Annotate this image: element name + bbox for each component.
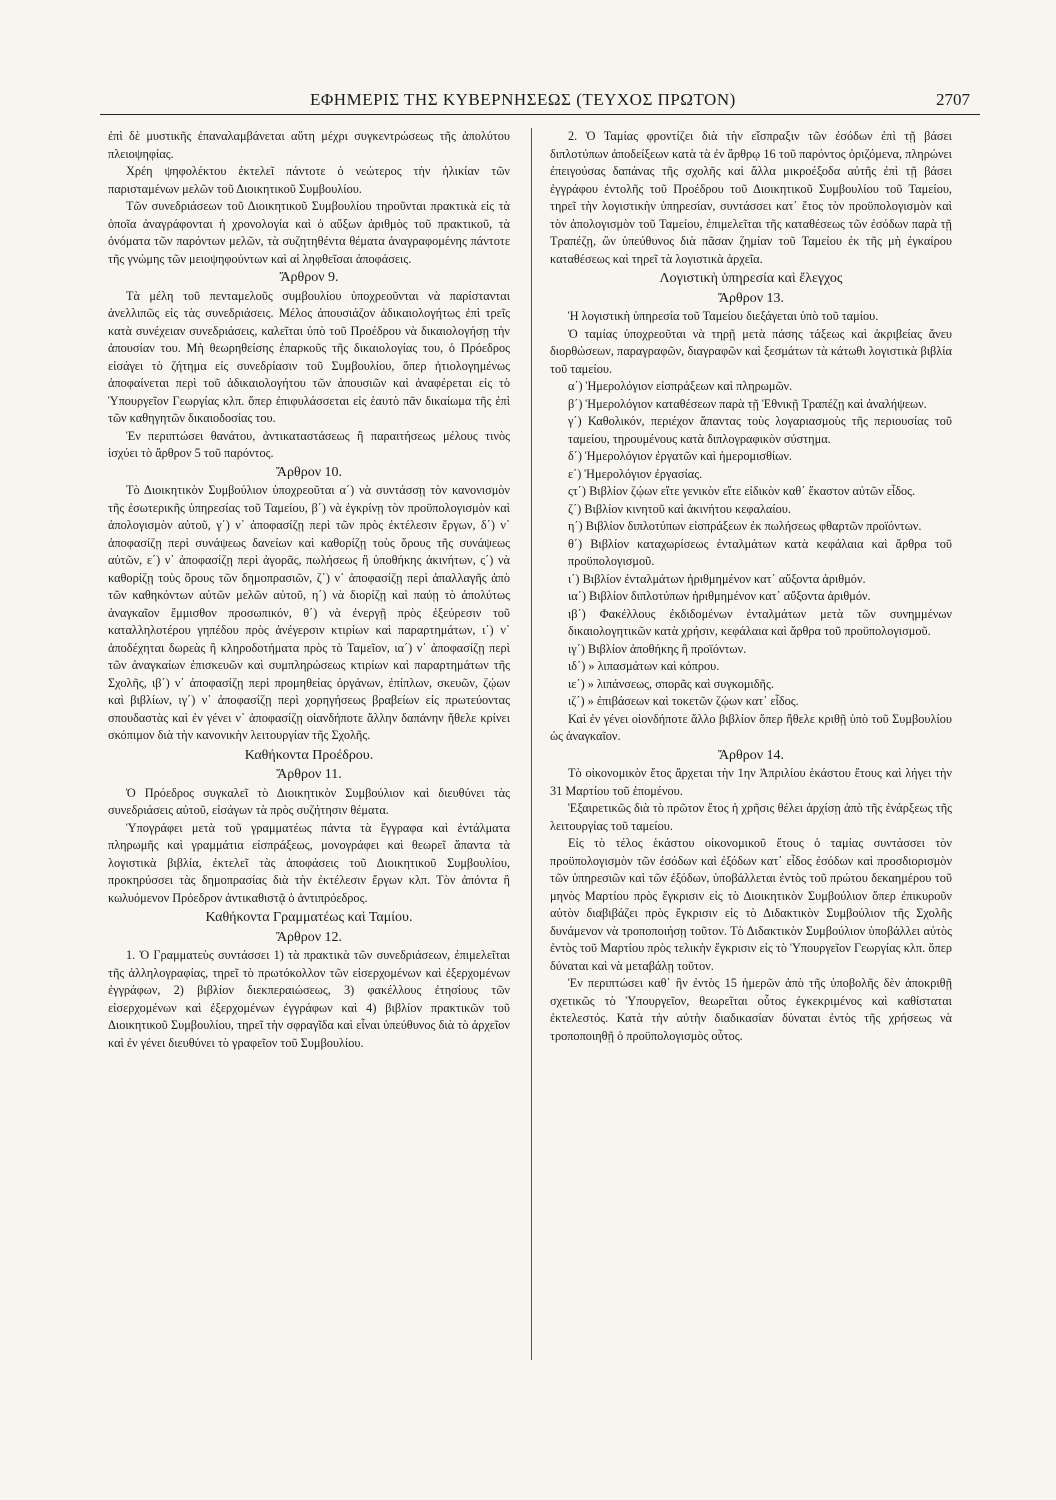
paragraph: Τὸ οἰκονομικὸν ἔτος ἄρχεται τὴν 1ην Ἀπριλίου ἑκάστου ἔτους καὶ λήγει τὴν 31 Μαρτίου τοῦ ἑπομένου. <box>550 766 952 798</box>
list-item: δ΄) Ἡμερολόγιον ἐργατῶν καὶ ἡμερομισθίων. <box>568 449 792 463</box>
list-item: θ΄) Βιβλίον καταχωρίσεως ἐνταλμάτων κατὰ κεφάλαια καὶ ἄρθρα τοῦ προϋπολογισμοῦ. <box>568 536 952 568</box>
paragraph: Ἐν περιπτώσει καθ᾽ ἣν ἐντὸς 15 ἡμερῶν ἀπὸ τῆς ὑποβολῆς δὲν ἀποκριθῇ σχετικῶς τὸ Ὑπουργεῖον, θεωρεῖται οὗτος ἐγκεκριμένος καὶ καθίσταται ἐκτελεστός. Κατὰ τὴν αὐτὴν διαδικασίαν δύναται ἐντὸς τῆς χρήσεως νὰ τροποποιηθῇ ὁ προϋπολογισμὸς οὗτος. <box>550 976 952 1043</box>
page-number: 2707 <box>936 90 970 109</box>
list-item: η΄) Βιβλίον διπλοτύπων εἰσπράξεων ἐκ πωλήσεως φθαρτῶν προϊόντων. <box>568 519 922 533</box>
list-item: γ΄) Καθολικόν, περιέχον ἅπαντας τοὺς λογαριασμοὺς τῆς περιουσίας τοῦ ταμείου, τηρουμένους κατὰ διπλογραφικὸν σύστημα. <box>568 414 952 446</box>
article-heading-12: Ἄρθρον 12. <box>275 929 343 945</box>
header-rule <box>100 114 980 115</box>
list-item: ιβ΄) Φακέλλους ἐκδιδομένων ἐνταλμάτων μετὰ τῶν συνημμένων δικαιολογητικῶν κατὰ χρήσιν, κεφάλαια καὶ ἄρθρα τοῦ προϋπολογισμοῦ. <box>568 606 952 638</box>
list-item: ι΄) Βιβλίον ἐνταλμάτων ἠριθμημένον κατ᾽ αὔξοντα ἀριθμόν. <box>568 571 866 586</box>
list-item: ςτ΄) Βιβλίον ζῴων εἴτε γενικὸν εἴτε εἰδικὸν καθ᾽ ἕκαστον αὐτῶν εἶδος. <box>568 484 916 498</box>
paragraph: Ἡ λογιστικὴ ὑπηρεσία τοῦ Ταμείου διεξάγεται ὑπὸ τοῦ ταμίου. <box>568 309 879 323</box>
article-heading-10: Ἄρθρον 10. <box>275 464 343 480</box>
paragraph: Εἰς τὸ τέλος ἑκάστου οἰκονομικοῦ ἔτους ὁ ταμίας συντάσσει τὸν προϋπολογισμὸν τῶν ἐσόδων καὶ ἐξόδων κατ᾽ εἶδος ἐσόδων καὶ προσδιορισμὸν τῶν ὑπηρεσιῶν καὶ τῶν ἐξόδων, ὑποβάλλεται ἐντὸς τοῦ πρώτου δεκαημέρου τοῦ μηνὸς Μαρτίου πρὸς ἔγκρισιν εἰς τὸ Διοικητικὸν Συμβούλιον ὅπερ ἐπικυροῦν αὐτὸν διαβιβάζει πρὸς ἔγκρισιν εἰς τὸ Διδακτικὸν Συμβούλιον τῆς Σχολῆς δυνάμενον νὰ τροποποιήσῃ τοῦτον. Τὸ Διδακτικὸν Συμβούλιον ὑποβάλλει αὐτὸς ἐντὸς τοῦ Μαρτίου πρὸς τελικὴν ἔγκρισιν εἰς τὸ Ὑπουργεῖον Γεωργίας κλπ. ὅπερ δύναται καὶ νὰ μεταβάλῃ τοῦτον. <box>550 836 952 973</box>
article-heading-9: Ἄρθρον 9. <box>279 270 339 285</box>
article-heading-13: Ἄρθρον 13. <box>717 290 785 306</box>
right-column <box>550 128 952 1045</box>
list-item: ια΄) Βιβλίον διπλοτύπων ἠριθμημένον κατ᾽ αὔξοντα ἀριθμόν. <box>568 589 871 603</box>
list-item: ιζ΄) » ἐπιβάσεων καὶ τοκετῶν ζῴων κατ᾽ εἶδος. <box>568 694 799 708</box>
header-title: ΕΦΗΜΕΡΙΣ ΤΗΣ ΚΥΒΕΡΝΗΣΕΩΣ (ΤΕΥΧΟΣ ΠΡΩΤΟΝ) <box>310 90 736 109</box>
section-heading-president: Καθήκοντα Προέδρου. <box>244 747 374 763</box>
list-item: ιγ΄) Βιβλίον ἀποθήκης ἢ προϊόντων. <box>568 641 747 656</box>
paragraph: Τῶν συνεδριάσεων τοῦ Διοικητικοῦ Συμβουλίου τηροῦνται πρακτικὰ εἰς τὰ ὁποῖα ἀναγράφονται ἡ χρονολογία καὶ ὁ αὔξων ἀριθμὸς τοῦ πρακτικοῦ, τὰ ὀνόματα τῶν παρόντων μελῶν, τὰ συζητηθέντα θέματα ἀναγραφομένης πάντοτε τῆς γνώμης τῶν μειοψηφούντων καὶ αἱ ληφθεῖσαι ἀποφάσεις. <box>108 199 510 266</box>
list-item: ιε΄) » λιπάνσεως, σπορᾶς καὶ συγκομιδῆς. <box>568 676 774 691</box>
paragraph: ἐπὶ δὲ μυστικῆς ἐπαναλαμβάνεται αὕτη μέχρι συγκεντρώσεως τῆς ἀπολύτου πλειοψηφίας. <box>108 129 510 161</box>
paragraph: Ὁ ταμίας ὑποχρεοῦται νὰ τηρῇ μετὰ πάσης τάξεως καὶ ἀκριβείας ἄνευ διορθώσεων, παραγραφῶν, διαγραφῶν καὶ ξεσμάτων τὰ κάτωθι λογιστικὰ βιβλία τοῦ ταμείου. <box>550 326 952 376</box>
paragraph: Ὁ Πρόεδρος συγκαλεῖ τὸ Διοικητικὸν Συμβούλιον καὶ διευθύνει τὰς συνεδριάσεις αὐτοῦ, εἰσάγων τὰ πρὸς συζήτησιν θέματα. <box>108 785 510 817</box>
list-item: α΄) Ἡμερολόγιον εἰσπράξεων καὶ πληρωμῶν. <box>568 379 793 393</box>
list-item: ε΄) Ἡμερολόγιον ἐργασίας. <box>568 466 703 481</box>
paragraph: Ἐν περιπτώσει θανάτου, ἀντικαταστάσεως ἢ παραιτήσεως μέλους τινὸς ἰσχύει τὸ ἄρθρον 5 τοῦ παρόντος. <box>108 428 510 460</box>
page-header <box>100 84 980 116</box>
paragraph: Ὑπογράφει μετὰ τοῦ γραμματέως πάντα τὰ ἔγγραφα καὶ ἐντάλματα πληρωμῆς καὶ γραμμάτια εἰσπράξεως, μονογράφει καὶ θεωρεῖ ἅπαντα τὰ λογιστικὰ βιβλία, ἐκτελεῖ τὰς ἀποφάσεις τοῦ Διοικητικοῦ Συμβουλίου, προκηρύσσει τὰς δημοπρασίας διὰ τὴν ἐκτέλεσιν ἔργων κλπ. Τὸν ἀπόντα ἢ κωλυόμενον Πρόεδρον ἀντικαθιστᾷ ὁ ἀντιπρόεδρος. <box>108 820 510 905</box>
list-item: ζ΄) Βιβλίον κινητοῦ καὶ ἀκινήτου κεφαλαίου. <box>568 501 791 516</box>
left-column <box>108 128 510 1052</box>
article-heading-11: Ἄρθρον 11. <box>276 767 342 782</box>
paragraph: Τὸ Διοικητικὸν Συμβούλιον ὑποχρεοῦται α΄) νὰ συντάσσῃ τὸν κανονισμὸν τῆς ἐσωτερικῆς ὑπηρεσίας τοῦ Ταμείου, β΄) νὰ ἐγκρίνῃ τὸν προϋπολογισμὸν καὶ ἀπολογισμὸν αὐτοῦ, γ΄) ν᾽ ἀποφασίζῃ περὶ τῶν πρὸς ἐκτέλεσιν ἔργων, δ΄) ν᾽ ἀποφασίζῃ περὶ συνάψεως δανείων καὶ καθορίζῃ τοὺς ὅρους τῆς συνάψεως αὐτῶν, ε΄) ν᾽ ἀποφασίζῃ περὶ ἀγορᾶς, πωλήσεως ἢ ὑποθήκης ἀκινήτων, ς΄) νὰ καθορίζῃ τοὺς ὅρους τῶν δημοπρασιῶν, ζ΄) ν᾽ ἀποφασίζῃ περὶ ἀπαλλαγῆς ἀπὸ τῶν καθηκόντων αὐτῶν μελῶν αὐτοῦ, η΄) νὰ διορίζῃ καὶ παύῃ τὸ ἀπολύτως ἀναγκαῖον ἔμμισθον προσωπικόν, θ΄) νὰ ἐνεργῇ πρὸς ἐξεύρεσιν τοῦ καταλληλοτέρου γηπέδου πρὸς ἀνέγερσιν κτιρίων καὶ παραρτημάτων, ι΄) ν᾽ ἀποδέχηται δωρεὰς ἢ κληροδοτήματα πρὸς τὸ Ταμεῖον, ια΄) ν᾽ ἀποφασίζῃ περὶ τῶν ἀναγκαίων ἐπισκευῶν καὶ συμπληρώσεως κτιρίων καὶ παραρτημάτων τῆς Σχολῆς, ιβ΄) ν᾽ ἀποφασίζῃ περὶ προμηθείας ὀργάνων, ἐπίπλων, σκευῶν, ζῴων καὶ βιβλίων, ιγ΄) ν᾽ ἀποφασίζῃ περὶ χορηγήσεως βραβείων εἰς πρωτεύοντας σπουδαστὰς καὶ ἐν γένει ν᾽ ἀποφασίζῃ οἱανδήποτε ἄλλην δαπάνην ἤθελε κρίνει σκόπιμον διὰ τὴν κανονικὴν λειτουργίαν τῆς Σχολῆς. <box>108 483 510 742</box>
paragraph: Καὶ ἐν γένει οἱονδήποτε ἄλλο βιβλίον ὅπερ ἤθελε κριθῇ ὑπὸ τοῦ Συμβουλίου ὡς ἀναγκαῖον. <box>550 711 952 743</box>
paragraph: 1. Ὁ Γραμματεὺς συντάσσει 1) τὰ πρακτικὰ τῶν συνεδριάσεων, ἐπιμελεῖται τῆς ἀλληλογραφίας, τηρεῖ τὸ πρωτόκολλον τῶν εἰσερχομένων καὶ ἐξερχομένων ἐγγράφων, 2) βιβλίον διεκπεραιώσεως, 3) φακέλλους ἐτησίους τῶν εἰσερχομένων καὶ ἐξερχομένων ἐγγράφων καὶ 4) βιβλίον πρακτικῶν τοῦ Διοικητικοῦ Συμβουλίου, τηρεῖ τὴν σφραγῖδα καὶ εἶναι ὑπεύθυνος διὰ τὸ ἀρχεῖον καὶ ἐν γένει διευθύνει τὸ γραφεῖον τοῦ Συμβουλίου. <box>108 948 510 1050</box>
column-divider <box>531 128 532 1360</box>
paragraph: Τὰ μέλη τοῦ πενταμελοῦς συμβουλίου ὑποχρεοῦνται νὰ παρίστανται ἀνελλιπῶς εἰς τὰς συνεδριάσεις. Μέλος ἀπουσιάζον ἀδικαιολογήτως ἐπὶ τρεῖς κατὰ συνέχειαν συνεδριάσεις, καλεῖται ὑπὸ τοῦ Προέδρου νὰ δικαιολογήσῃ τὴν ἀπουσίαν του. Μὴ θεωρηθείσης ἐπαρκοῦς τῆς δικαιολογίας του, ὁ Πρόεδρος εἰσάγει τὸ ζήτημα εἰς συνεδρίασιν τοῦ Συμβουλίου, ὅπερ ἠτιολογημένως ἀποφαίνεται περὶ τοῦ ἀδικαιολογήτου τῶν ἀπουσιῶν καὶ ἀναφέρεται εἰς τὸ Ὑπουργεῖον Γεωργίας κλπ. ὅπερ ἐπιφυλάσσεται εἰς ἑαυτὸ πᾶν δικαίωμα τῆς ἐπὶ τῶν καθηγητῶν δικαιοδοσίας του. <box>108 288 510 425</box>
list-item: β΄) Ἡμερολόγιον καταθέσεων παρὰ τῇ Ἐθνικῇ Τραπέζῃ καὶ ἀναλήψεων. <box>568 396 927 411</box>
list-item: ιδ΄) » λιπασμάτων καὶ κόπρου. <box>568 659 720 673</box>
paragraph: 2. Ὁ Ταμίας φροντίζει διὰ τὴν εἴσπραξιν τῶν ἐσόδων ἐπὶ τῇ βάσει διπλοτύπων ἀποδείξεων κατὰ τὰ ἐν ἄρθρῳ 16 τοῦ παρόντος ὁριζόμενα, πληρώνει ἐπειγούσας δαπάνας τῆς σχολῆς καὶ ἄλλα μικροέξοδα αὐτῆς ἐπὶ τῇ βάσει ἐγγράφου ἐντολῆς τοῦ Προέδρου τοῦ Διοικητικοῦ Συμβουλίου τοῦ Ταμείου, τηρεῖ τὴν λογιστικὴν ὑπηρεσίαν, συντάσσει κατ᾽ ἔτος τὸν προϋπολογισμὸν καὶ τὸν ἀπολογισμὸν τοῦ Ταμείου, ἐπιμελεῖται τῆς καταθέσεως τῶν ἐσόδων παρὰ τῇ Τραπέζῃ, ὢν ὑπεύθυνος διὰ πᾶσαν ζημίαν τοῦ Ταμείου ἐκ τῆς μὴ ἐγκαίρου καταθέσεως καὶ τηρεῖ τὰ λογιστικὰ ἀρχεῖα. <box>550 129 952 266</box>
paragraph: Ἐξαιρετικῶς διὰ τὸ πρῶτον ἔτος ἡ χρῆσις θέλει ἀρχίσῃ ἀπὸ τῆς ἐνάρξεως τῆς λειτουργίας τοῦ ταμείου. <box>550 801 952 833</box>
section-heading-accounting: Λογιστικὴ ὑπηρεσία καὶ ἔλεγχος <box>659 271 843 286</box>
paragraph: Χρέη ψηφολέκτου ἐκτελεῖ πάντοτε ὁ νεώτερος τὴν ἡλικίαν τῶν παρισταμένων μελῶν τοῦ Διοικητικοῦ Συμβουλίου. <box>108 164 510 196</box>
article-heading-14: Ἄρθρον 14. <box>717 747 785 763</box>
section-heading-secretary: Καθήκοντα Γραμματέως καὶ Ταμίου. <box>205 910 413 925</box>
